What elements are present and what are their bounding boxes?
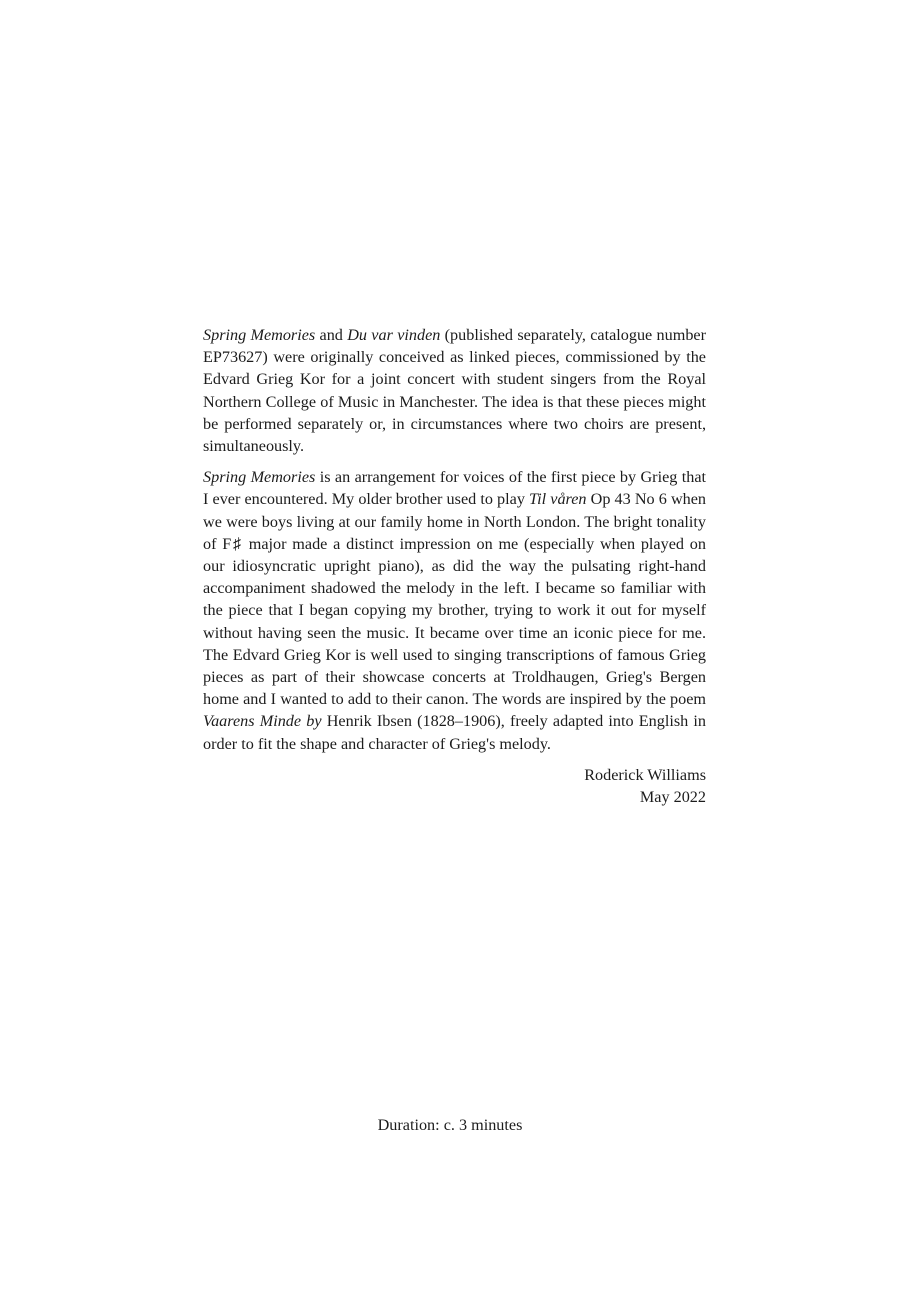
work-title: Spring Memories: [203, 468, 316, 487]
work-title: Du var vinden: [347, 326, 441, 344]
poem-title: Vaarens Minde by: [203, 712, 322, 731]
paragraph-text: and: [315, 326, 348, 344]
program-note: [203, 324, 706, 808]
paragraph-text: is an arrangement for voices of the first piece by Grieg that I ever encountered. My older brother used to play: [203, 468, 707, 509]
work-title: Spring Memories: [203, 326, 316, 344]
paragraph-1: [203, 324, 706, 457]
signature-date: May 2022: [639, 788, 706, 807]
author-name: Roderick Williams: [584, 765, 706, 784]
paragraph-text: Henrik Ibsen (1828–1906), freely adapted into English in order to fit the shape and character of Grieg's melody.: [203, 712, 706, 753]
duration-note: Duration: c. 3 minutes: [377, 1116, 523, 1134]
work-title: Til våren: [529, 490, 587, 509]
signature: [203, 764, 706, 808]
paragraph-text: (published separately, catalogue number EP73627) were originally conceived as linked pieces, commissioned by the Edvard Grieg Kor for a joint concert with student singers from the Royal Northern College of Music in Manchester. The idea is that these pieces might be performed separately or, in circumstances where two choirs are present, simultaneously.: [203, 326, 707, 456]
paragraph-2: [203, 466, 706, 755]
paragraph-text: Op 43 No 6 when we were boys living at our family home in North London. The bright tonality of F♯ major made a distinct impression on me (especially when played on our idiosyncratic upright piano), as did the way the pulsating right-hand accompaniment shadowed the melody in the left. I became so familiar with the piece that I began copying my brother, trying to work it out for myself without having seen the music. It became over time an iconic piece for me. The Edvard Grieg Kor is well used to singing transcriptions of famous Grieg pieces as part of their showcase concerts at Troldhaugen, Grieg's Bergen home and I wanted to add to their canon. The words are inspired by the poem: [203, 490, 707, 709]
